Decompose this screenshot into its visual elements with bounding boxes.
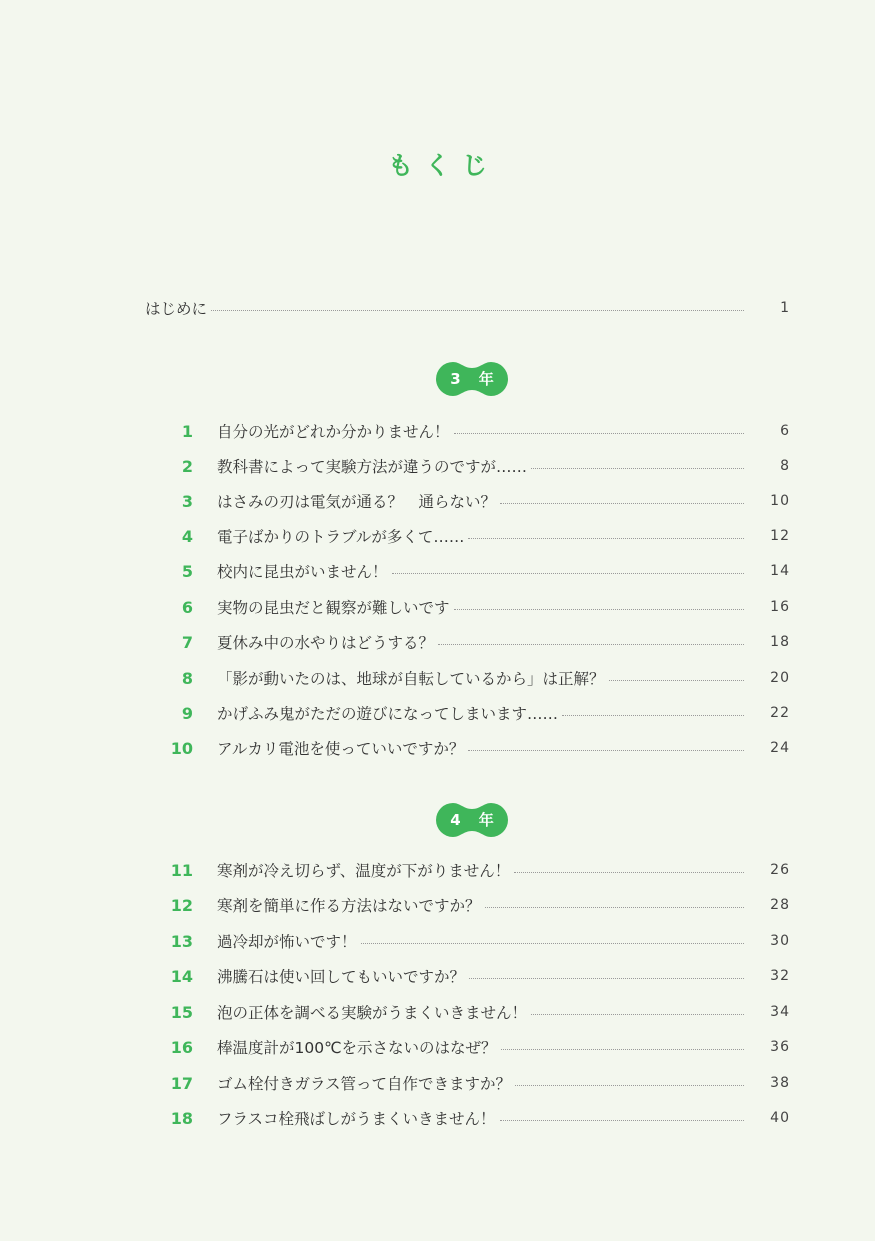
toc-entry-page: 32 xyxy=(770,968,790,984)
toc-entry-page: 12 xyxy=(770,528,790,544)
toc-entry[interactable] xyxy=(145,418,790,444)
toc-entry[interactable] xyxy=(145,857,790,883)
toc-entry-title: 夏休み中の水やりはどうする？ xyxy=(217,634,435,652)
toc-entry-page: 1 xyxy=(780,300,790,316)
toc-entry-page: 36 xyxy=(770,1039,790,1055)
dot-leader xyxy=(454,609,744,610)
toc-entry-number: 9 xyxy=(181,703,193,723)
dot-leader xyxy=(454,433,744,434)
toc-entry[interactable] xyxy=(145,1034,790,1060)
dot-leader xyxy=(469,978,744,979)
toc-entry-number: 3 xyxy=(181,491,193,511)
toc-entry-title: 実物の昆虫だと観察が難しいです xyxy=(217,599,450,617)
toc-entry-number: 2 xyxy=(181,456,193,476)
toc-entry-number: 14 xyxy=(170,966,193,986)
toc-entry-title: 過冷却が怖いです！ xyxy=(217,933,357,951)
toc-entry-title: アルカリ電池を使っていいですか？ xyxy=(217,740,465,758)
toc-entry[interactable] xyxy=(145,999,790,1025)
toc-entry-title: 寒剤を簡単に作る方法はないですか？ xyxy=(217,897,481,915)
toc-entry[interactable] xyxy=(145,892,790,918)
toc-entry-number: 12 xyxy=(170,895,193,915)
dot-leader xyxy=(438,644,744,645)
toc-entry[interactable] xyxy=(145,1105,790,1131)
toc-entry-title: フラスコ栓飛ばしがうまくいきません！ xyxy=(217,1110,496,1128)
toc-entry[interactable] xyxy=(145,665,790,691)
toc-entry-number: 5 xyxy=(181,561,193,581)
toc-entry[interactable] xyxy=(145,1070,790,1096)
toc-entry[interactable] xyxy=(145,594,790,620)
toc-entry-page: 22 xyxy=(770,705,790,721)
toc-entry[interactable] xyxy=(145,453,790,479)
toc-entry-number: 4 xyxy=(181,526,193,546)
toc-entry-intro[interactable] xyxy=(145,295,790,321)
toc-entry[interactable] xyxy=(145,963,790,989)
dot-leader xyxy=(500,503,744,504)
dot-leader xyxy=(211,310,744,311)
toc-entry-title: 電子ばかりのトラブルが多くて…… xyxy=(217,528,465,546)
toc-entry-page: 30 xyxy=(770,933,790,949)
dot-leader xyxy=(392,573,744,574)
dot-leader xyxy=(609,680,744,681)
toc-entry-title: 棒温度計が100℃を示さないのはなぜ？ xyxy=(217,1039,497,1057)
toc-entry-page: 26 xyxy=(770,862,790,878)
toc-entry[interactable] xyxy=(145,558,790,584)
toc-entry-title: 「影が動いたのは、地球が自転しているから」は正解？ xyxy=(217,670,605,688)
toc-entry-number: 7 xyxy=(181,632,193,652)
toc-entry-title: ゴム栓付きガラス管って自作できますか？ xyxy=(217,1075,512,1093)
toc-entry-number: 8 xyxy=(181,668,193,688)
dot-leader xyxy=(468,538,744,539)
toc-entry-title: 寒剤が冷え切らず、温度が下がりません！ xyxy=(217,862,511,880)
toc-entry-number: 15 xyxy=(170,1002,193,1022)
dot-leader xyxy=(531,1014,744,1015)
toc-entry-number: 6 xyxy=(181,597,193,617)
grade-unit: 年 xyxy=(478,370,494,388)
toc-entry-title: かげふみ鬼がただの遊びになってしまいます…… xyxy=(217,705,559,723)
toc-entry-number: 10 xyxy=(170,738,193,758)
toc-entry-label: はじめに xyxy=(145,300,208,318)
dot-leader xyxy=(515,1085,744,1086)
dot-leader xyxy=(501,1049,745,1050)
toc-entry-title: 校内に昆虫がいません！ xyxy=(217,563,388,581)
grade-number: 3 xyxy=(450,370,461,388)
toc-entry-page: 40 xyxy=(770,1110,790,1126)
toc-entry-page: 20 xyxy=(770,670,790,686)
dot-leader xyxy=(468,750,744,751)
dot-leader xyxy=(361,943,744,944)
dot-leader xyxy=(514,872,744,873)
toc-entry-number: 16 xyxy=(170,1037,193,1057)
grade-badge-3 xyxy=(436,362,508,396)
grade-unit: 年 xyxy=(478,811,494,829)
dot-leader xyxy=(531,468,744,469)
toc-entry-page: 6 xyxy=(780,423,790,439)
toc-entry[interactable] xyxy=(145,523,790,549)
toc-entry-number: 1 xyxy=(181,421,193,441)
toc-entry-number: 17 xyxy=(170,1073,193,1093)
toc-entry-page: 24 xyxy=(770,740,790,756)
toc-entry-page: 10 xyxy=(770,493,790,509)
toc-entry-number: 13 xyxy=(170,931,193,951)
grade-badge-4 xyxy=(436,803,508,837)
toc-entry-number: 11 xyxy=(170,860,193,880)
toc-entry-page: 14 xyxy=(770,563,790,579)
toc-entry-title: はさみの刃は電気が通る？ 通らない？ xyxy=(217,493,497,511)
toc-entry-page: 28 xyxy=(770,897,790,913)
toc-entry-title: 沸騰石は使い回してもいいですか？ xyxy=(217,968,466,986)
dot-leader xyxy=(562,715,744,716)
toc-entry[interactable] xyxy=(145,488,790,514)
toc-entry-title: 泡の正体を調べる実験がうまくいきません！ xyxy=(217,1004,528,1022)
toc-entry-page: 38 xyxy=(770,1075,790,1091)
grade-number: 4 xyxy=(450,811,461,829)
page-title: もくじ xyxy=(387,151,499,180)
toc-entry[interactable] xyxy=(145,629,790,655)
toc-entry-page: 18 xyxy=(770,634,790,650)
toc-entry[interactable] xyxy=(145,928,790,954)
toc-entry-title: 教科書によって実験方法が違うのですが…… xyxy=(217,458,528,476)
toc-entry[interactable] xyxy=(145,700,790,726)
toc-entry-number: 18 xyxy=(170,1108,193,1128)
toc-entry-title: 自分の光がどれか分かりません！ xyxy=(217,423,450,441)
toc-entry-page: 8 xyxy=(780,458,790,474)
dot-leader xyxy=(500,1120,744,1121)
dot-leader xyxy=(485,907,744,908)
toc-entry-page: 16 xyxy=(770,599,790,615)
toc-entry[interactable] xyxy=(145,735,790,761)
toc-entry-page: 34 xyxy=(770,1004,790,1020)
